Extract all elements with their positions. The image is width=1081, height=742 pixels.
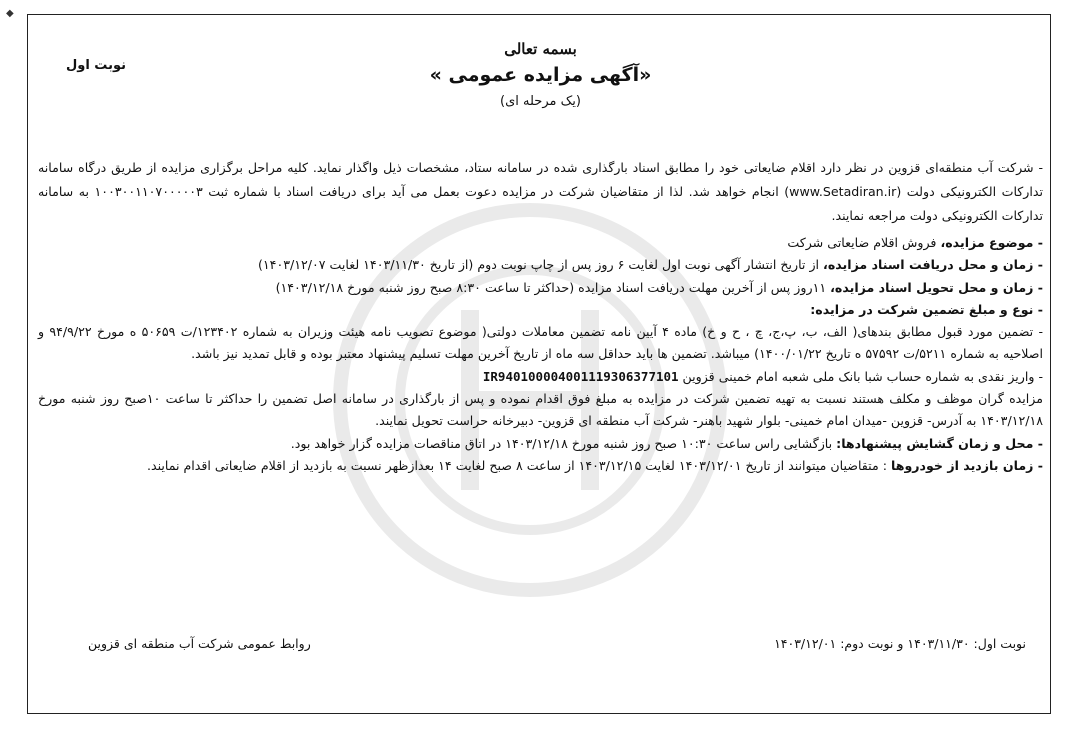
intro-paragraph: - شرکت آب منطقه‌ای قزوین در نظر دارد اقلام ضایعاتی خود را مطابق اسناد بارگذاری شده در سامانه ستاد، مشخصات ذیل واگذار نماید. کلیه مراحل برگزاری مزایده از طریق درگاه سامانه تدارکات الکترونیکی دولت (www.Setadiran.ir) انجام خواهد شد. لذا از متقاضیان شرکت در مزایده دعوت بعمل می آید برای دریافت اسناد با شماره ثبت ۱۰۰۳۰۰۱۱۰۷۰۰۰۰۰۳ به سامانه تدارکات الکترونیکی دولت مراجعه نمایند. — [38, 160, 1043, 223]
corner-marker-icon: ◆ — [6, 8, 14, 19]
round-label: نوبت اول — [65, 58, 126, 73]
guarantee-heading: - نوع و مبلغ تضمین شرکت در مزایده: — [810, 301, 1043, 317]
subject-item — [38, 232, 1043, 254]
bismillah: بسمه تعالی — [504, 40, 577, 58]
opening-text: بازگشایی راس ساعت ۱۰:۳۰ صبح روز شنبه مورخ ۱۴۰۳/۱۲/۱۸ در اتاق مناقصات مزایده گزار خواهد بود. — [290, 435, 837, 451]
opening-label: - محل و زمان گشایش پیشنهادها: — [836, 435, 1043, 451]
deliver-text: ۱۱روز پس از آخرین مهلت دریافت اسناد مزایده (حداکثر تا ساعت ۸:۳۰ صبح روز شنبه مورخ ۱۴۰۳/۱۲/۱۸) — [275, 279, 831, 295]
opening-item — [38, 433, 1043, 455]
footer-dates: نوبت اول: ۱۴۰۳/۱۱/۳۰ و نوبت دوم: ۱۴۰۳/۱۲/۰۱ — [774, 636, 1026, 651]
deliver-label: - زمان و محل تحویل اسناد مزایده، — [830, 279, 1043, 295]
notice-body — [38, 156, 1043, 477]
document-header — [0, 40, 1081, 109]
deliver-item — [38, 277, 1043, 299]
bidders-paragraph: مزایده گران موظف و مکلف هستند نسبت به تهیه تضمین شرکت در مزایده به مبلغ فوق اقدام نموده و پس از بارگذاری در سامانه اصل تضمین را حداکثر تا ساعت ۱۰صبح روز شنبه مورخ ۱۴۰۳/۱۲/۱۸ به آدرس- قزوین -میدان امام خمینی- بلوار شهید باهنر- شرکت آب منطقه ای قزوین- دبیرخانه حراست تحویل نمایند. — [38, 391, 1043, 429]
subject-text: فروش اقلام ضایعاتی شرکت — [787, 235, 941, 250]
notice-title: «آگهی مزایده عمومی » — [429, 64, 652, 86]
footer-signature: روابط عمومی شرکت آب منطقه ای قزوین — [88, 636, 311, 651]
deposit-text: - واریز نقدی به شماره حساب شبا بانک ملی شعبه امام خمینی قزوین — [678, 368, 1043, 384]
visit-label: - زمان بازدید از خودروها — [890, 457, 1043, 473]
deposit-item — [38, 366, 1043, 388]
receive-item — [38, 254, 1043, 276]
guarantee-text: - تضمین مورد قبول مطابق بندهای( الف، ب، پ،ج، چ ، ح و خ) ماده ۴ آیین نامه تضمین معاملات دولتی( موضوع تصویب نامه هیئت وزیران به شماره ۱۲۳۴۰۲/ت ۵۰۶۵۹ ه مورخ ۹۴/۹/۲۲ و اصلاحیه به شماره ۵۲۱۱/ت ۵۷۵۹۲ ه تاریخ ۱۴۰۰/۰۱/۲۲) میباشد. تضمین ها باید حداقل سه ماه از تاریخ آخرین مهلت تسلیم پیشنهاد معتبر بوده و قابل تمدید نیز باشد. — [38, 324, 1044, 362]
iban-number: IR940100004001119306377101 — [482, 368, 679, 384]
receive-text: از تاریخ انتشار آگهی نوبت اول لغایت ۶ روز پس از چاپ نوبت دوم (از تاریخ ۱۴۰۳/۱۱/۳۰ لغایت ۱۴۰۳/۱۲/۰۷) — [258, 257, 824, 273]
visit-item — [38, 455, 1043, 477]
receive-label: - زمان و محل دریافت اسناد مزایده، — [823, 257, 1043, 273]
visit-text: : متقاضیان میتوانند از تاریخ ۱۴۰۳/۱۲/۰۱ لغایت ۱۴۰۳/۱۲/۱۵ از ساعت ۸ صبح لغایت ۱۴ بعدازظهر نسبت به بازدید از اقلام ضایعاتی اقدام نمایند. — [146, 457, 891, 473]
notice-subtitle: (یک مرحله ای) — [500, 94, 581, 109]
subject-label: - موضوع مزایده، — [940, 235, 1043, 250]
